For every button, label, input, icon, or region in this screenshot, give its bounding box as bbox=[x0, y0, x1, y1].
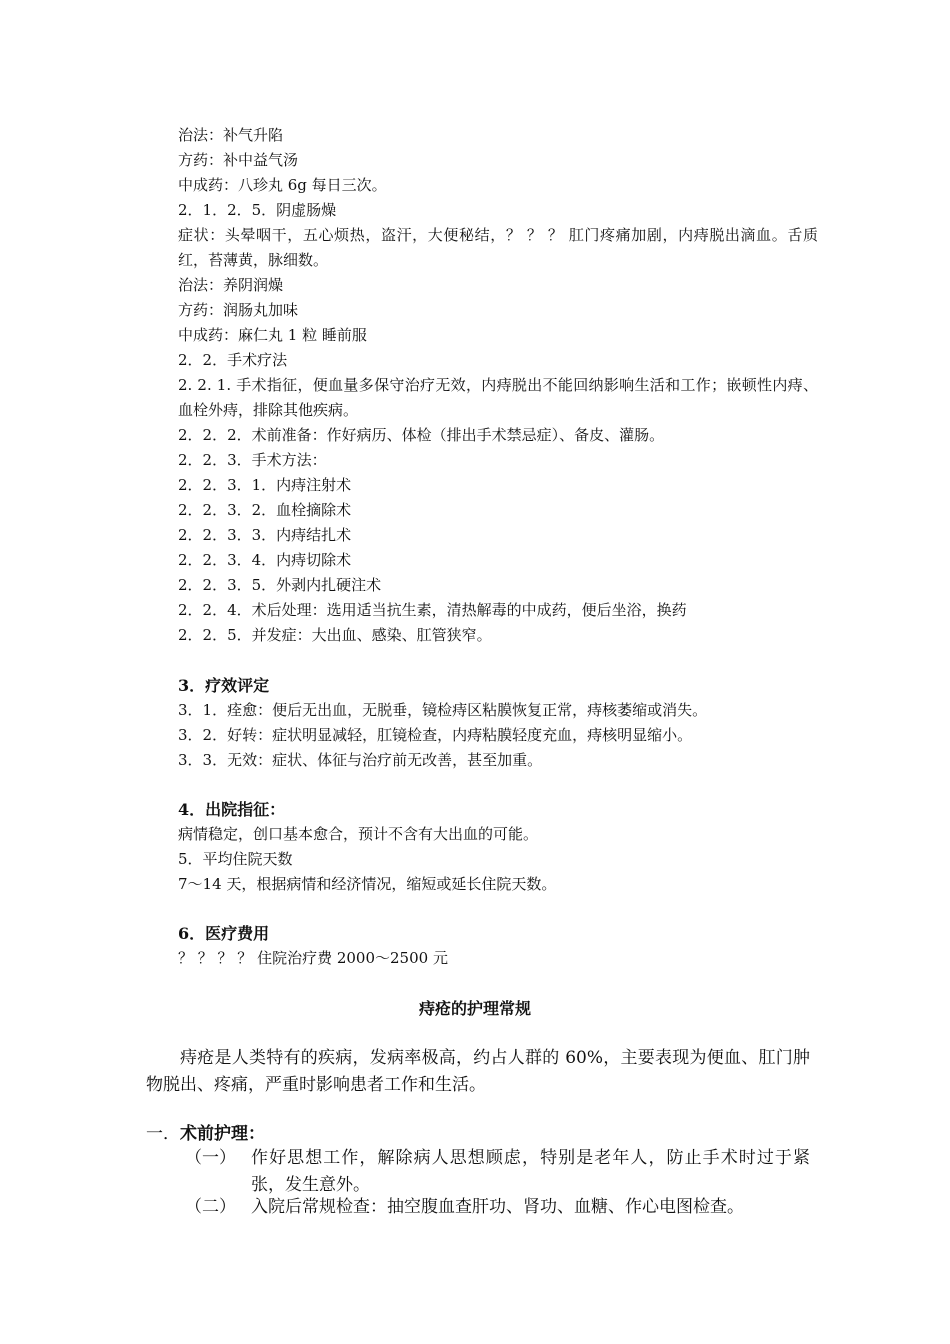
text-line: 方药：补中益气汤 bbox=[178, 151, 299, 169]
item-text: 作好思想工作，解除病人思想顾虑，特别是老年人，防止手术时过于紧张，发生意外。 bbox=[251, 1148, 810, 1195]
section-title: 术前护理： bbox=[180, 1124, 265, 1144]
text-line: 2．2．3．1．内痔注射术 bbox=[178, 476, 352, 494]
text-line: 治法：补气升陷 bbox=[178, 126, 284, 144]
section-heading: 4．出院指征： bbox=[178, 800, 286, 819]
text-line: 2．2．3．5．外剥内扎硬注术 bbox=[178, 576, 382, 594]
text-line: 3．3．无效：症状、体征与治疗前无改善，甚至加重。 bbox=[178, 751, 543, 769]
text-line: 中成药：麻仁丸 1 粒 睡前服 bbox=[178, 326, 367, 344]
text-line: 3．1．痊愈：便后无出血，无脱垂，镜检痔区粘膜恢复正常，痔核萎缩或消失。 bbox=[178, 701, 708, 719]
text-paragraph: 2. 2. 1. 手术指征，便血量多保守治疗无效，内痔脱出不能回纳影响生活和工作；嵌顿性内痔、血栓外痔，排除其他疾病。 bbox=[178, 376, 818, 419]
item-number: （一） bbox=[185, 1148, 236, 1168]
text-line: ？ ？ ？ ？ 住院治疗费 2000～2500 元 bbox=[178, 949, 448, 967]
text-line: 2．2．5．并发症：大出血、感染、肛管狭窄。 bbox=[178, 626, 492, 644]
text-line: 2．2．3．4．内痔切除术 bbox=[178, 551, 352, 569]
text-line: 方药：润肠丸加味 bbox=[178, 301, 299, 319]
section-heading bbox=[146, 1121, 265, 1148]
list-item bbox=[185, 1145, 810, 1199]
item-text: 入院后常规检查：抽空腹血查肝功、肾功、血糖、作心电图检查。 bbox=[251, 1197, 744, 1217]
text-line: 2．2．3．2．血栓摘除术 bbox=[178, 501, 352, 519]
text-line: 治法：养阴润燥 bbox=[178, 276, 284, 294]
section-heading: 3．疗效评定 bbox=[178, 676, 270, 695]
text-line: 2．2．2．术前准备：作好病历、体检（排出手术禁忌症）、备皮、灌肠。 bbox=[178, 426, 665, 444]
subsection-heading: 2．1．2．5．阴虚肠燥 bbox=[178, 201, 337, 219]
subsection-heading: 2．2．手术疗法 bbox=[178, 351, 288, 369]
text-line: 病情稳定，创口基本愈合，预计不含有大出血的可能。 bbox=[178, 825, 539, 843]
text-line: 3．2．好转：症状明显减轻，肛镜检查，内痔粘膜轻度充血，痔核明显缩小。 bbox=[178, 726, 693, 744]
text-line: 2．2．3．手术方法： bbox=[178, 451, 327, 469]
intro-paragraph: 痔疮是人类特有的疾病，发病率极高，约占人群的 60%，主要表现为便血、肛门肿物脱出、疼痛，严重时影响患者工作和生活。 bbox=[146, 1048, 810, 1095]
text-line: 5．平均住院天数 bbox=[178, 850, 293, 868]
text-line: 2．2．4．术后处理：选用适当抗生素，清热解毒的中成药，便后坐浴，换药 bbox=[178, 601, 687, 619]
text-line: 中成药：八珍丸 6g 每日三次。 bbox=[178, 176, 387, 194]
nursing-title: 痔疮的护理常规 bbox=[418, 999, 531, 1018]
section-number: 一． bbox=[146, 1124, 180, 1144]
item-number: （二） bbox=[185, 1197, 236, 1217]
list-item bbox=[185, 1194, 810, 1221]
section-heading: 6．医疗费用 bbox=[178, 924, 270, 943]
text-line: 2．2．3．3．内痔结扎术 bbox=[178, 526, 352, 544]
text-paragraph: 症状：头晕咽干，五心烦热，盗汗，大便秘结，？ ？ ？ 肛门疼痛加剧，内痔脱出滴血。舌质红，苔薄黄，脉细数。 bbox=[178, 226, 818, 269]
text-line: 7～14 天，根据病情和经济情况，缩短或延长住院天数。 bbox=[178, 875, 557, 893]
